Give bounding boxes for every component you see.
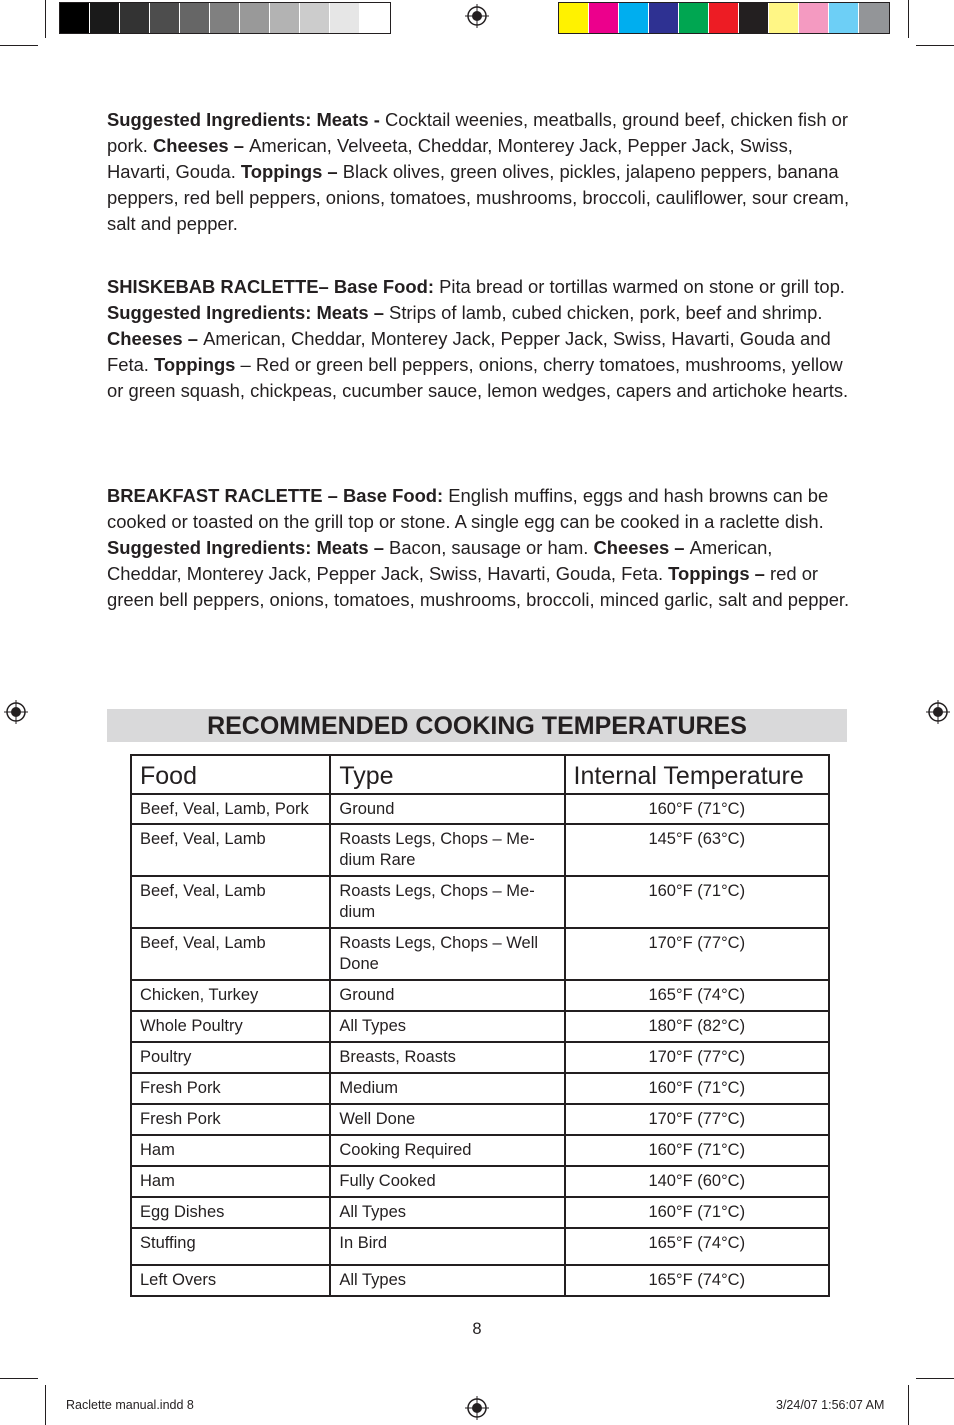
- cell-food: Beef, Veal, Lamb, Pork: [131, 794, 330, 824]
- gray-swatch: [210, 3, 240, 33]
- cell-temperature: 180°F (82°C): [565, 1011, 829, 1042]
- cell-food: Chicken, Turkey: [131, 980, 330, 1011]
- table-row: [131, 824, 829, 876]
- crop-mark-top-right-v: [908, 0, 909, 38]
- crop-mark-top-right-h: [916, 45, 954, 46]
- slug-filename: Raclette manual.indd 8: [66, 1398, 194, 1412]
- table-row: [131, 876, 829, 928]
- table-body: [131, 794, 829, 1296]
- cell-temperature: 170°F (77°C): [565, 928, 829, 980]
- cell-food: Beef, Veal, Lamb: [131, 824, 330, 876]
- cell-food: Poultry: [131, 1042, 330, 1073]
- cell-temperature: 165°F (74°C): [565, 1265, 829, 1296]
- process-color-bar: [558, 2, 890, 34]
- color-swatch: [559, 3, 589, 33]
- table-row: [131, 1135, 829, 1166]
- cell-type: Roasts Legs, Chops – Me-dium: [330, 876, 564, 928]
- gray-swatch: [90, 3, 120, 33]
- crop-mark-bottom-left-h: [0, 1378, 38, 1379]
- registration-mark-icon: [4, 700, 28, 724]
- cell-temperature: 170°F (77°C): [565, 1104, 829, 1135]
- color-swatch: [739, 3, 769, 33]
- cell-type: Fully Cooked: [330, 1166, 564, 1197]
- base-food-paragraph: SHISKEBAB RACLETTE– Base Food: Pita bread or tortillas warmed on stone or grill top.: [107, 276, 845, 297]
- lead-in: BREAKFAST RACLETTE – Base Food:: [107, 485, 449, 506]
- gray-swatch: [360, 3, 390, 33]
- table-header-row: [131, 755, 829, 794]
- cell-temperature: 140°F (60°C): [565, 1166, 829, 1197]
- shiskebab-raclette-block: [107, 274, 852, 404]
- cell-food: Fresh Pork: [131, 1073, 330, 1104]
- table-row: [131, 1197, 829, 1228]
- registration-mark-icon: [926, 700, 950, 724]
- color-swatch: [799, 3, 829, 33]
- column-header-temperature: Internal Temperature: [565, 755, 829, 794]
- cell-type: Roasts Legs, Chops – Me-dium Rare: [330, 824, 564, 876]
- page-number: 8: [472, 1320, 482, 1338]
- ingredients-paragraph: Suggested Ingredients: Meats – Bacon, sausage or ham. Cheeses – American, Cheddar, Monterey Jack, Pepper Jack, Swiss, Havarti, Gouda, Feta. Toppings – red or green bell peppers, onions, tomatoes, mushrooms, broccoli, minced garlic, salt and pepper.: [107, 537, 850, 610]
- color-swatch: [829, 3, 859, 33]
- gray-swatch: [150, 3, 180, 33]
- gray-swatch: [120, 3, 150, 33]
- cell-type: In Bird: [330, 1228, 564, 1265]
- cell-temperature: 160°F (71°C): [565, 876, 829, 928]
- base-food-paragraph: BREAKFAST RACLETTE – Base Food: English muffins, eggs and hash browns can be cooked or toasted on the grill top or stone. A single egg can be cooked in a raclette dish.: [107, 485, 829, 532]
- table-row: [131, 980, 829, 1011]
- color-swatch: [859, 3, 889, 33]
- breakfast-raclette-block: [107, 483, 852, 613]
- gray-swatch: [180, 3, 210, 33]
- color-swatch: [679, 3, 709, 33]
- cell-food: Left Overs: [131, 1265, 330, 1296]
- crop-mark-top-left-h: [0, 45, 38, 46]
- crop-mark-top-left-v: [45, 0, 46, 38]
- gray-swatch: [240, 3, 270, 33]
- raclette-ingredients-block: [107, 107, 852, 237]
- cell-food: Ham: [131, 1166, 330, 1197]
- ingredients-paragraph: Suggested Ingredients: Meats - Cocktail weenies, meatballs, ground beef, chicken fish or pork. Cheeses – American, Velveeta, Cheddar, Monterey Jack, Pepper Jack, Swiss, Havarti, Gouda. Toppings – Black olives, green olives, pickles, jalapeno peppers, banana peppers, red bell peppers, onions, tomatoes, mushrooms, broccoli, cauliflower, sour cream, salt and pepper.: [107, 109, 850, 234]
- column-header-food: Food: [131, 755, 330, 794]
- table-row: [131, 1011, 829, 1042]
- cell-food: Ham: [131, 1135, 330, 1166]
- cell-temperature: 160°F (71°C): [565, 1197, 829, 1228]
- crop-mark-bottom-right-v: [908, 1385, 909, 1425]
- cell-type: Cooking Required: [330, 1135, 564, 1166]
- table-row: [131, 1042, 829, 1073]
- color-swatch: [589, 3, 619, 33]
- cell-temperature: 145°F (63°C): [565, 824, 829, 876]
- lead-in: Suggested Ingredients: Meats -: [107, 109, 385, 130]
- gray-swatch: [60, 3, 90, 33]
- cell-type: Breasts, Roasts: [330, 1042, 564, 1073]
- registration-mark-icon: [465, 1396, 489, 1420]
- cell-temperature: 170°F (77°C): [565, 1042, 829, 1073]
- cell-type: All Types: [330, 1265, 564, 1296]
- table-row: [131, 1228, 829, 1265]
- gray-swatch: [270, 3, 300, 33]
- cooking-temperatures-table: [130, 754, 830, 1297]
- cell-temperature: 165°F (74°C): [565, 980, 829, 1011]
- cell-temperature: 165°F (74°C): [565, 1228, 829, 1265]
- column-header-type: Type: [330, 755, 564, 794]
- color-swatch: [709, 3, 739, 33]
- color-swatch: [769, 3, 799, 33]
- ingredients-paragraph: Suggested Ingredients: Meats – Strips of lamb, cubed chicken, pork, beef and shrimp. Cheeses – American, Cheddar, Monterey Jack, Pepper Jack, Swiss, Havarti, Gouda and Feta. Toppings – Red or green bell peppers, onions, cherry tomatoes, mushrooms, yellow or green squash, chickpeas, cucumber sauce, lemon wedges, capers and artichoke hearts.: [107, 302, 849, 401]
- crop-mark-bottom-right-h: [916, 1378, 954, 1379]
- cell-type: Ground: [330, 980, 564, 1011]
- lead-in: Suggested Ingredients: Meats –: [107, 537, 390, 558]
- cell-type: Roasts Legs, Chops – Well Done: [330, 928, 564, 980]
- lead-in: SHISKEBAB RACLETTE– Base Food:: [107, 276, 440, 297]
- table-row: [131, 1104, 829, 1135]
- color-swatch: [619, 3, 649, 33]
- cell-type: Medium: [330, 1073, 564, 1104]
- color-swatch: [649, 3, 679, 33]
- cell-food: Beef, Veal, Lamb: [131, 928, 330, 980]
- table-row: [131, 1166, 829, 1197]
- cell-type: Ground: [330, 794, 564, 824]
- cell-temperature: 160°F (71°C): [565, 1073, 829, 1104]
- cell-type: Well Done: [330, 1104, 564, 1135]
- cell-type: All Types: [330, 1197, 564, 1228]
- gray-swatch: [330, 3, 360, 33]
- cell-food: Egg Dishes: [131, 1197, 330, 1228]
- cell-food: Stuffing: [131, 1228, 330, 1265]
- table-row: [131, 1073, 829, 1104]
- cell-food: Fresh Pork: [131, 1104, 330, 1135]
- table-row: [131, 1265, 829, 1296]
- cell-type: All Types: [330, 1011, 564, 1042]
- cell-food: Beef, Veal, Lamb: [131, 876, 330, 928]
- gray-swatch: [300, 3, 330, 33]
- table-row: [131, 928, 829, 980]
- registration-mark-icon: [465, 4, 489, 28]
- grayscale-color-bar: [59, 2, 391, 34]
- cell-food: Whole Poultry: [131, 1011, 330, 1042]
- section-title: RECOMMENDED COOKING TEMPERATURES: [107, 709, 847, 742]
- crop-mark-bottom-left-v: [45, 1385, 46, 1425]
- lead-in: Suggested Ingredients: Meats –: [107, 302, 390, 323]
- table-row: [131, 794, 829, 824]
- cell-temperature: 160°F (71°C): [565, 1135, 829, 1166]
- slug-timestamp: 3/24/07 1:56:07 AM: [776, 1398, 885, 1412]
- cell-temperature: 160°F (71°C): [565, 794, 829, 824]
